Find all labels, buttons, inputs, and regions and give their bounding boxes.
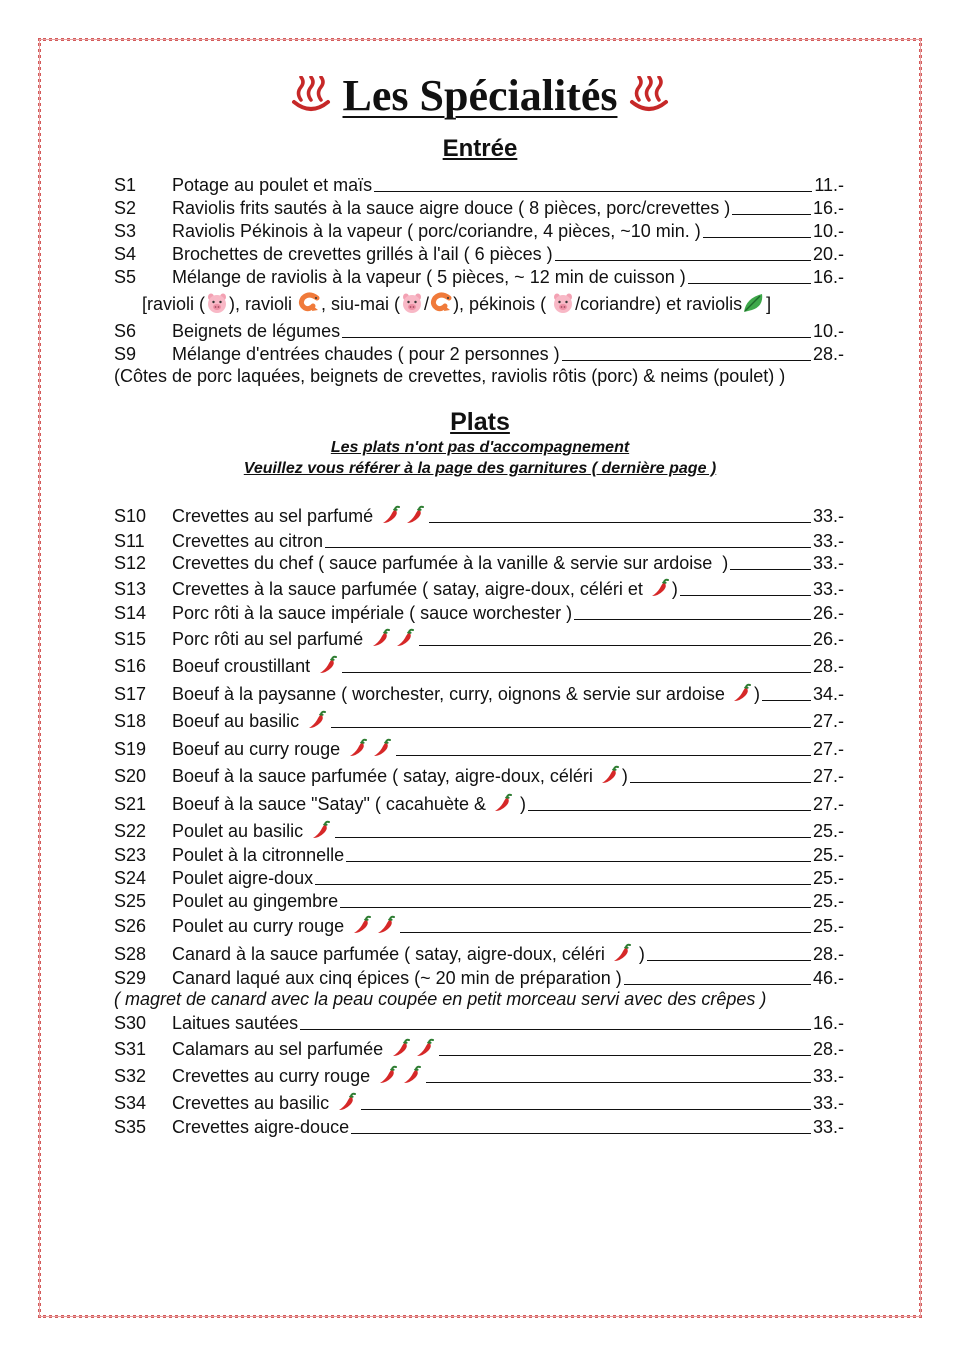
- leafy-green-icon: [742, 292, 766, 314]
- menu-item: [114, 763, 844, 787]
- menu-item-price: 26.-: [812, 629, 844, 649]
- menu-item-name: Brochettes de crevettes grillés à l'ail ( 6 pièces ): [172, 244, 553, 264]
- menu-item-code: S23: [114, 845, 147, 865]
- spice-level: [598, 765, 622, 787]
- menu-item-name: Crevettes au citron: [172, 531, 324, 551]
- menu-item-price: 28.-: [812, 944, 844, 964]
- menu-item-price: 16.-: [812, 198, 844, 218]
- s29-note: ( magret de canard avec la peau coupée en petit morceau servi avec des crêpes ): [114, 989, 767, 1009]
- page-title-text: Les Spécialités: [342, 71, 618, 120]
- leader-line: [300, 1029, 811, 1030]
- menu-item: [114, 708, 844, 732]
- leader-line: [703, 237, 811, 238]
- hot-pepper-icon: [381, 505, 401, 525]
- menu-item-price: 33.-: [812, 1066, 844, 1086]
- menu-item-code: S6: [114, 321, 137, 341]
- leader-line: [624, 984, 811, 985]
- leader-line: [574, 619, 811, 620]
- leader-line: [342, 337, 811, 338]
- menu-item: [114, 913, 844, 937]
- menu-item-name: Boeuf au curry rouge: [172, 739, 341, 759]
- menu-item-price: 25.-: [812, 916, 844, 936]
- menu-item: [114, 600, 844, 624]
- menu-item-name: Porc rôti au sel parfumé: [172, 629, 364, 649]
- menu-item-code: S24: [114, 868, 147, 888]
- menu-item-name: Canard laqué aux cinq épices (~ 20 min de préparation ): [172, 968, 622, 988]
- leader-line: [688, 283, 811, 284]
- menu-item-name: Raviolis frits sautés à la sauce aigre douce ( 8 pièces, porc/crevettes ): [172, 198, 731, 218]
- menu-item-name: Crevettes du chef ( sauce parfumée à la vanille & servie sur ardoise ): [172, 553, 729, 573]
- menu-item-price: 27.-: [812, 739, 844, 759]
- hot-pepper-icon: [391, 1038, 411, 1058]
- menu-item-name-end: ): [633, 944, 645, 964]
- leader-line: [555, 260, 811, 261]
- menu-item: [114, 653, 844, 677]
- spice-level: [346, 738, 394, 760]
- shrimp-icon: [429, 292, 453, 314]
- menu-item-price: 28.-: [812, 656, 844, 676]
- menu-item-code: S32: [114, 1066, 147, 1086]
- menu-item: [114, 550, 844, 574]
- menu-item: [114, 264, 844, 288]
- menu-item-code: S26: [114, 916, 147, 936]
- menu-item: [114, 195, 844, 219]
- spice-level: [610, 943, 634, 965]
- menu-item: [114, 528, 844, 552]
- menu-item-code: S13: [114, 579, 147, 599]
- menu-item: [114, 318, 844, 342]
- menu-item-code: S25: [114, 891, 147, 911]
- menu-item-price: 27.-: [812, 794, 844, 814]
- menu-item-name: Poulet au basilic: [172, 821, 304, 841]
- spice-level: [648, 578, 672, 600]
- menu-item: [114, 341, 844, 365]
- leader-line: [426, 1082, 811, 1083]
- leader-line: [374, 191, 812, 192]
- hot-pepper-icon: [318, 655, 338, 675]
- menu-item-price: 33.-: [812, 531, 844, 551]
- menu-item: [114, 865, 844, 889]
- menu-item-price: 11.-: [814, 175, 844, 195]
- hot-pepper-icon: [732, 683, 752, 703]
- menu-item-code: S30: [114, 1013, 147, 1033]
- menu-item-code: S11: [114, 531, 145, 551]
- menu-item-name: Beignets de légumes: [172, 321, 341, 341]
- menu-item: [114, 576, 844, 600]
- menu-item: [114, 965, 844, 989]
- leader-line: [562, 360, 811, 361]
- menu-item-code: S2: [114, 198, 137, 218]
- leader-line: [419, 645, 811, 646]
- menu-item: [114, 1090, 844, 1114]
- menu-item-price: 27.-: [812, 766, 844, 786]
- hot-springs-icon: [290, 76, 332, 114]
- hot-pepper-icon: [307, 710, 327, 730]
- menu-item-price: 10.-: [812, 221, 844, 241]
- hot-pepper-icon: [371, 628, 391, 648]
- spice-level: [316, 655, 340, 677]
- hot-pepper-icon: [612, 943, 632, 963]
- menu-item-code: S10: [114, 506, 147, 526]
- menu-item: [114, 736, 844, 760]
- menu-item: [114, 1063, 844, 1087]
- leader-line: [730, 569, 811, 570]
- s9-note: (Côtes de porc laquées, beignets de crevettes, raviolis rôtis (porc) & neims (poulet) ): [114, 366, 786, 386]
- s5-composition-note: [ravioli ( ), ravioli , siu-mai ( / ), pékinois ( /coriandre) et raviolis ]: [142, 294, 772, 314]
- menu-item-code: S21: [114, 794, 147, 814]
- menu-item-price: 16.-: [812, 1013, 844, 1033]
- menu-item-price: 20.-: [812, 244, 844, 264]
- menu-item-price: 10.-: [812, 321, 844, 341]
- section-title-plats: Plats: [450, 408, 510, 436]
- menu-item-name: Boeuf au basilic: [172, 711, 300, 731]
- menu-item-code: S34: [114, 1093, 147, 1113]
- menu-item-price: 46.-: [812, 968, 844, 988]
- menu-item-price: 28.-: [812, 1039, 844, 1059]
- menu-item-name: Mélange de raviolis à la vapeur ( 5 pièces, ~ 12 min de cuisson ): [172, 267, 686, 287]
- menu-item-price: 33.-: [812, 553, 844, 573]
- menu-item-code: S31: [114, 1039, 147, 1059]
- menu-item: [114, 941, 844, 965]
- menu-item: [114, 1036, 844, 1060]
- menu-item-name: Poulet à la citronnelle: [172, 845, 345, 865]
- hot-pepper-icon: [378, 1065, 398, 1085]
- menu-item-name: Mélange d'entrées chaudes ( pour 2 personnes ): [172, 344, 560, 364]
- hot-pepper-icon: [395, 628, 415, 648]
- spice-level: [305, 710, 329, 732]
- menu-item-name: Crevettes au basilic: [172, 1093, 330, 1113]
- leader-line: [429, 522, 811, 523]
- plats-subtitle-1: Les plats n'ont pas d'accompagnement: [330, 439, 630, 456]
- menu-item-name: Porc rôti à la sauce impériale ( sauce worchester ): [172, 603, 573, 623]
- spice-level: [376, 1065, 424, 1087]
- leader-line: [342, 672, 811, 673]
- leader-line: [335, 837, 811, 838]
- hot-pepper-icon: [348, 738, 368, 758]
- leader-line: [346, 861, 811, 862]
- menu-item: [114, 241, 844, 265]
- hot-pepper-icon: [372, 738, 392, 758]
- leader-line: [331, 727, 811, 728]
- menu-item-code: S5: [114, 267, 137, 287]
- menu-item-code: S17: [114, 684, 147, 704]
- menu-item-code: S16: [114, 656, 147, 676]
- menu-item-price: 33.-: [812, 579, 844, 599]
- menu-item-name: Poulet au gingembre: [172, 891, 339, 911]
- hot-pepper-icon: [415, 1038, 435, 1058]
- menu-item-name: Canard à la sauce parfumée ( satay, aigre-doux, céléri: [172, 944, 610, 964]
- leader-line: [325, 547, 811, 548]
- menu-item-name: Raviolis Pékinois à la vapeur ( porc/coriandre, 4 pièces, ~10 min. ): [172, 221, 701, 241]
- menu-item-price: 33.-: [812, 1093, 844, 1113]
- spice-level: [389, 1038, 437, 1060]
- section-title-entree: Entrée: [442, 135, 518, 162]
- menu-item-name: Poulet au curry rouge: [172, 916, 345, 936]
- leader-line: [400, 932, 811, 933]
- hot-pepper-icon: [376, 915, 396, 935]
- menu-item: [114, 218, 844, 242]
- hot-pepper-icon: [405, 505, 425, 525]
- menu-item-name: Boeuf à la paysanne ( worchester, curry, oignons & servie sur ardoise: [172, 684, 730, 704]
- leader-line: [351, 1133, 811, 1134]
- leader-line: [528, 810, 811, 811]
- menu-item-name: Crevettes aigre-douce: [172, 1117, 350, 1137]
- menu-item-price: 16.-: [812, 267, 844, 287]
- plats-subtitle-2: Veuillez vous référer à la page des garnitures ( dernière page ): [243, 460, 717, 477]
- menu-item-name: Poulet aigre-doux: [172, 868, 314, 888]
- menu-item-code: S14: [114, 603, 147, 623]
- menu-item: [114, 888, 844, 912]
- menu-item-code: S12: [114, 553, 147, 573]
- menu-item-name-end: ): [621, 766, 628, 786]
- leader-line: [340, 907, 811, 908]
- spice-level: [491, 793, 515, 815]
- leader-line: [732, 214, 811, 215]
- menu-item-code: S20: [114, 766, 147, 786]
- menu-item: [114, 818, 844, 842]
- menu-item-name: Laitues sautées: [172, 1013, 299, 1033]
- menu-item-price: 34.-: [812, 684, 844, 704]
- menu-item-price: 33.-: [812, 506, 844, 526]
- leader-line: [396, 755, 811, 756]
- menu-item-name: Crevettes à la sauce parfumée ( satay, aigre-doux, céléri et: [172, 579, 648, 599]
- hot-pepper-icon: [311, 820, 331, 840]
- menu-item-name: Boeuf croustillant: [172, 656, 311, 676]
- menu-item-code: S29: [114, 968, 147, 988]
- spice-level: [379, 505, 427, 527]
- menu-item-price: 25.-: [812, 891, 844, 911]
- leader-line: [630, 782, 811, 783]
- menu-item: [114, 626, 844, 650]
- leader-line: [647, 960, 811, 961]
- menu-item-name-end: ): [514, 794, 526, 814]
- leader-line: [361, 1109, 811, 1110]
- menu-item-code: S28: [114, 944, 147, 964]
- menu-item-code: S18: [114, 711, 147, 731]
- menu-item-price: 33.-: [812, 1117, 844, 1137]
- menu-item-name: Boeuf à la sauce parfumée ( satay, aigre-doux, céléri: [172, 766, 598, 786]
- menu-item: [114, 791, 844, 815]
- menu-item: [114, 842, 844, 866]
- hot-pepper-icon: [493, 793, 513, 813]
- hot-pepper-icon: [650, 578, 670, 598]
- leader-line: [762, 700, 811, 701]
- page-title: [0, 70, 960, 121]
- menu-item-price: 25.-: [812, 868, 844, 888]
- pig-icon: [551, 292, 575, 314]
- menu-item-code: S22: [114, 821, 147, 841]
- hot-springs-icon: [628, 76, 670, 114]
- menu-item: [114, 1114, 844, 1138]
- menu-item-code: S9: [114, 344, 137, 364]
- pig-icon: [400, 292, 424, 314]
- leader-line: [315, 884, 811, 885]
- menu-item: [114, 172, 844, 196]
- menu-item-name: Boeuf à la sauce "Satay" ( cacahuète &: [172, 794, 491, 814]
- hot-pepper-icon: [352, 915, 372, 935]
- leader-line: [680, 595, 811, 596]
- menu-item: [114, 1010, 844, 1034]
- menu-item-code: S1: [114, 175, 137, 195]
- menu-item-name-end: ): [671, 579, 678, 599]
- menu-item-name: Crevettes au curry rouge: [172, 1066, 371, 1086]
- hot-pepper-icon: [337, 1092, 357, 1112]
- shrimp-icon: [297, 292, 321, 314]
- menu-item-code: S4: [114, 244, 137, 264]
- menu-item-price: 25.-: [812, 821, 844, 841]
- menu-item-price: 26.-: [812, 603, 844, 623]
- menu-item: [114, 681, 844, 705]
- menu-item-code: S19: [114, 739, 147, 759]
- menu-item-name: Potage au poulet et maïs: [172, 175, 373, 195]
- menu-item: [114, 503, 844, 527]
- pig-icon: [205, 292, 229, 314]
- spice-level: [309, 820, 333, 842]
- menu-item-name-end: ): [753, 684, 760, 704]
- spice-level: [350, 915, 398, 937]
- hot-pepper-icon: [402, 1065, 422, 1085]
- menu-item-price: 27.-: [812, 711, 844, 731]
- menu-item-price: 25.-: [812, 845, 844, 865]
- menu-item-code: S3: [114, 221, 137, 241]
- spice-level: [335, 1092, 359, 1114]
- hot-pepper-icon: [600, 765, 620, 785]
- spice-level: [730, 683, 754, 705]
- menu-item-name: Crevettes au sel parfumé: [172, 506, 374, 526]
- menu-item-price: 28.-: [812, 344, 844, 364]
- spice-level: [369, 628, 417, 650]
- menu-item-name: Calamars au sel parfumée: [172, 1039, 384, 1059]
- menu-item-code: S35: [114, 1117, 147, 1137]
- leader-line: [439, 1055, 811, 1056]
- menu-item-code: S15: [114, 629, 147, 649]
